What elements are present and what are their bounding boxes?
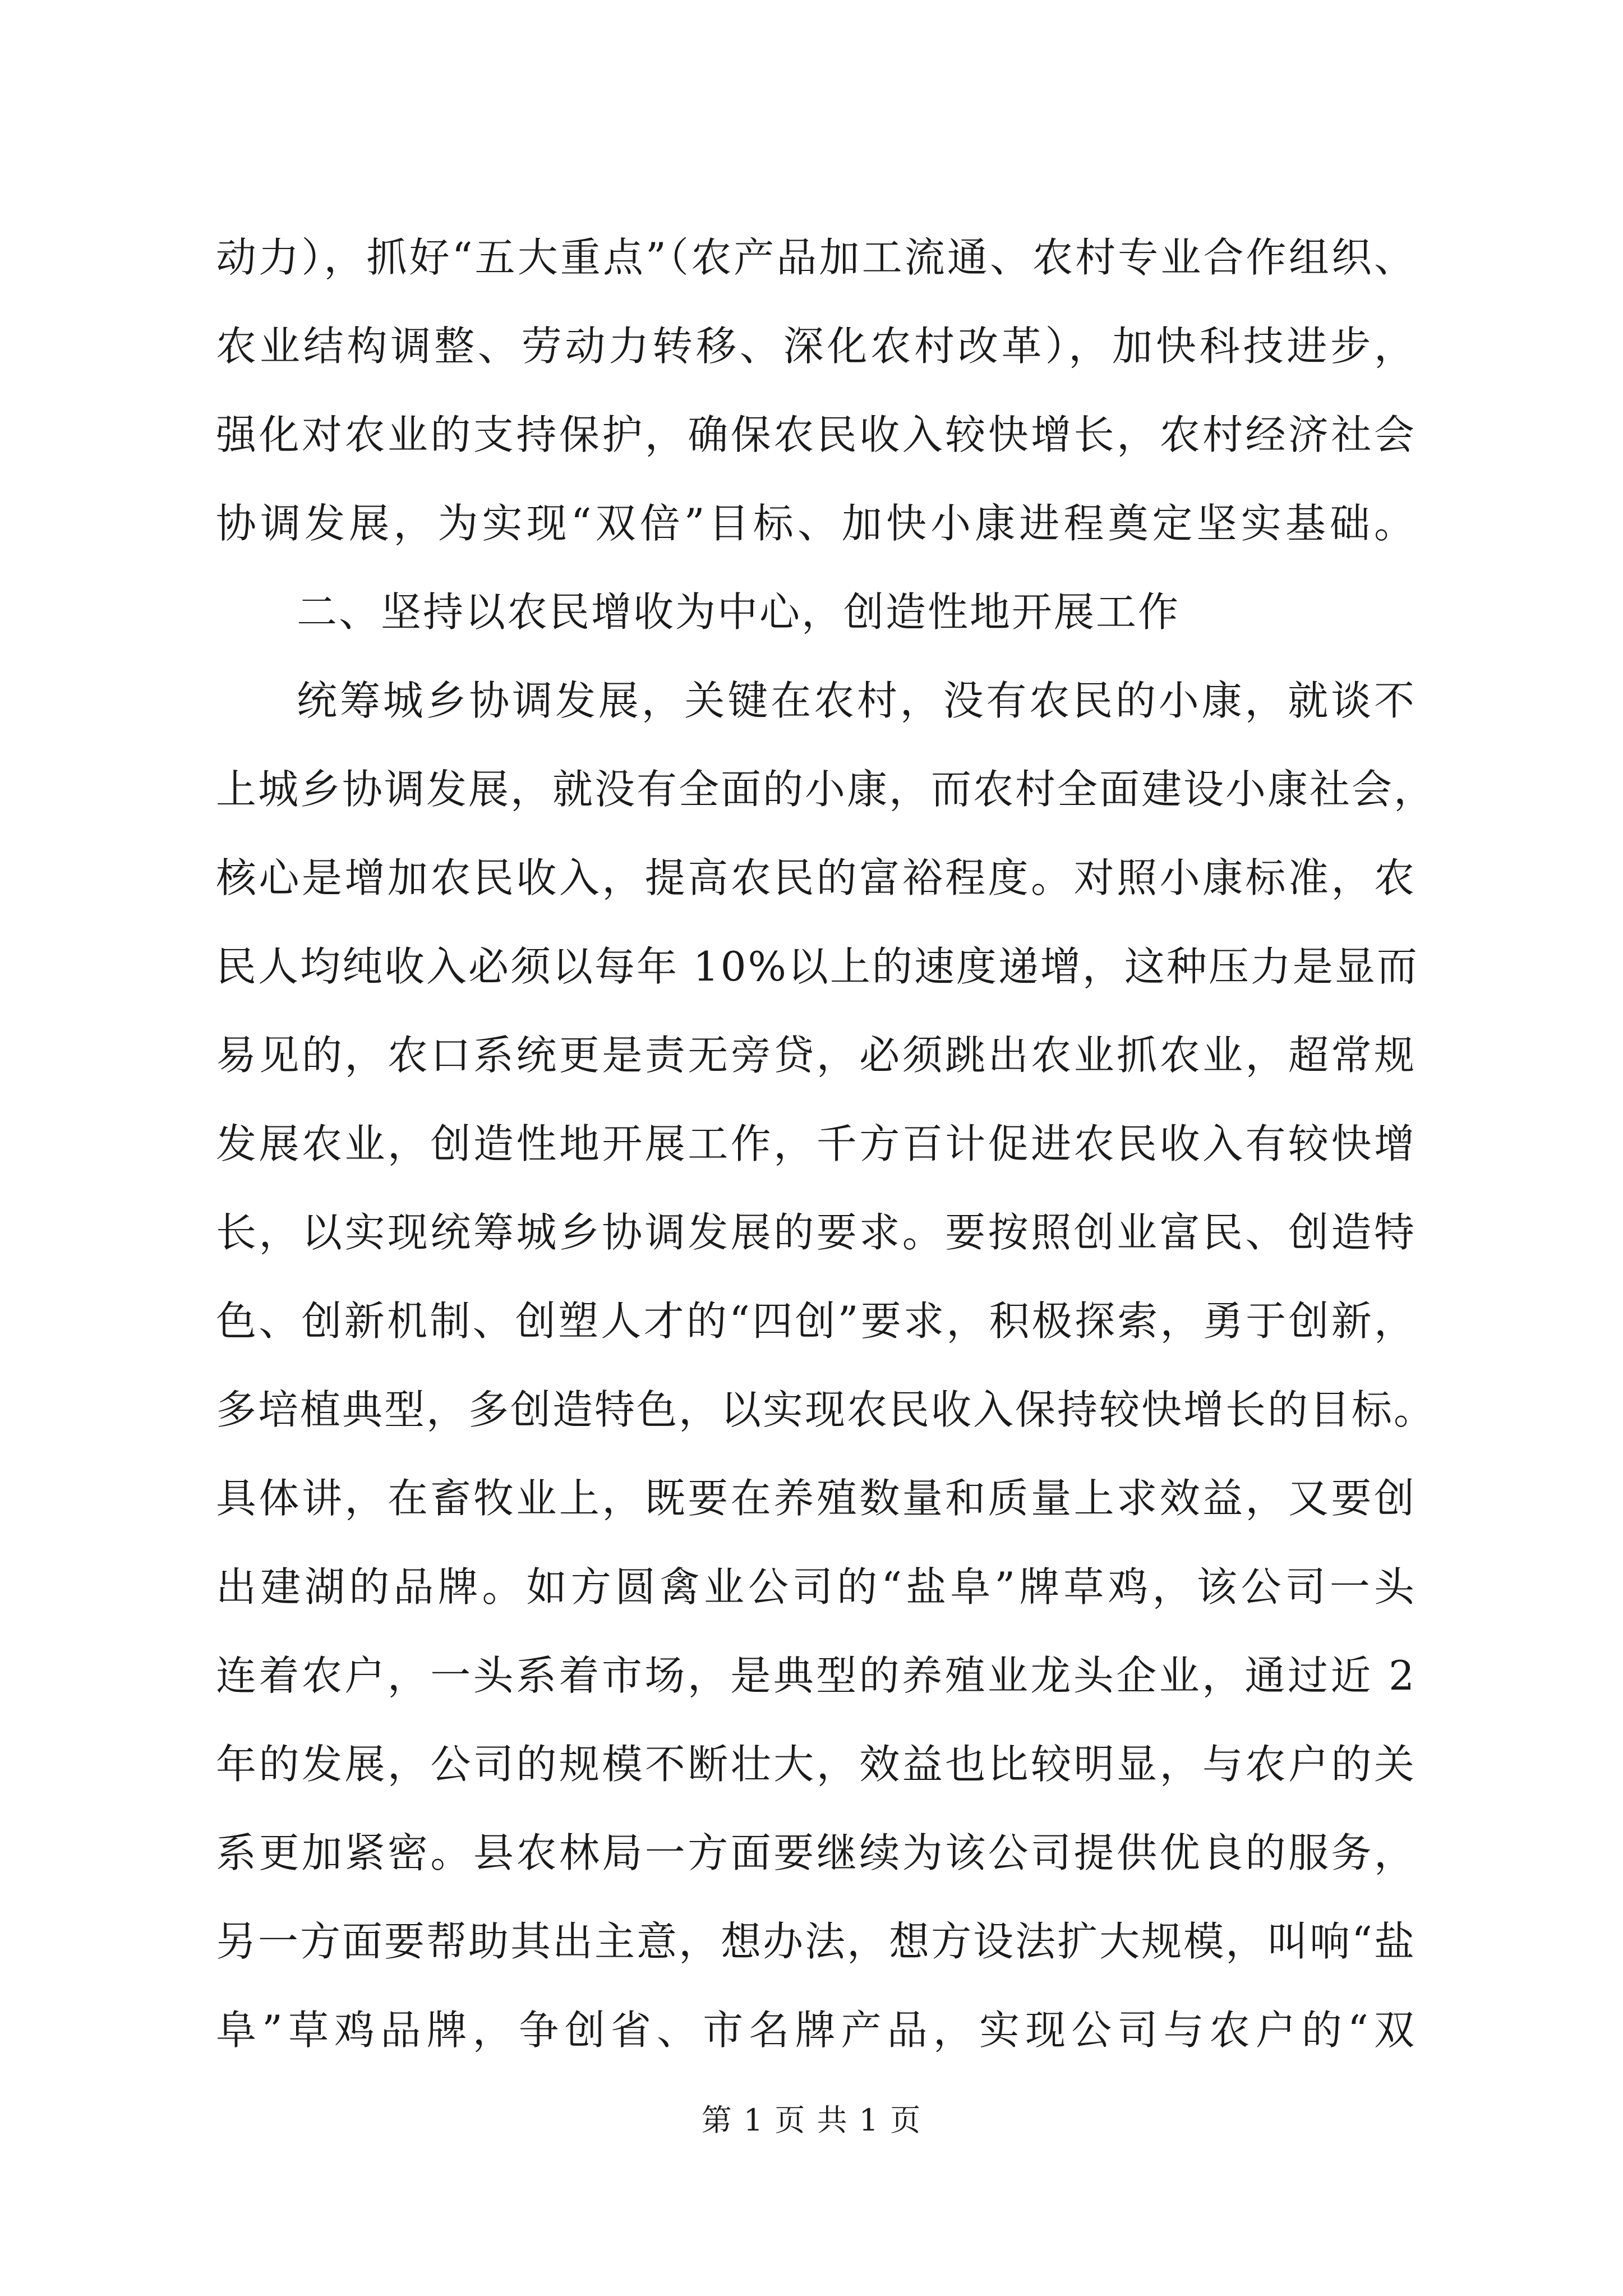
paragraph-line: 强化对农业的支持保护，确保农民收入较快增长，农村经济社会: [216, 411, 1416, 458]
document-body: [216, 213, 1436, 2074]
paragraph-line: 系更加紧密。县农林局一方面要继续为该公司提供优良的服务，: [216, 1829, 1416, 1876]
paragraph-line: 民人均纯收入必须以每年 10%以上的速度递增，这种压力是显而: [216, 943, 1419, 990]
paragraph-line: 长，以实现统筹城乡协调发展的要求。要按照创业富民、创造特: [216, 1209, 1416, 1256]
paragraph-line: 年的发展，公司的规模不断壮大，效益也比较明显，与农户的关: [216, 1741, 1416, 1788]
paragraph-line: 统筹城乡协调发展，关键在农村，没有农民的小康，就谈不: [297, 677, 1416, 724]
section-heading: 二、坚持以农民增收为中心，创造性地开展工作: [297, 588, 1181, 636]
paragraph-line: 阜”草鸡品牌，争创省、市名牌产品，实现公司与农户的“双: [216, 2007, 1416, 2054]
paragraph-line: 易见的，农口系统更是责无旁贷，必须跳出农业抓农业，超常规: [216, 1032, 1416, 1079]
paragraph-line: 具体讲，在畜牧业上，既要在养殖数量和质量上求效益，又要创: [216, 1475, 1416, 1522]
page-footer: [0, 2101, 1623, 2140]
page-number-label: 第 1 页 共 1 页: [701, 2102, 922, 2138]
paragraph-line: 发展农业，创造性地开展工作，千方百计促进农民收入有较快增: [216, 1120, 1416, 1167]
paragraph-line: 连着农户，一头系着市场，是典型的养殖业龙头企业，通过近 2: [216, 1652, 1416, 1699]
paragraph-line: 上城乡协调发展，就没有全面的小康，而农村全面建设小康社会，: [216, 766, 1436, 813]
paragraph-line: 多培植典型，多创造特色，以实现农民收入保持较快增长的目标。: [216, 1386, 1436, 1433]
paragraph-line: 核心是增加农民收入，提高农民的富裕程度。对照小康标准，农: [216, 854, 1416, 901]
paragraph-line: 农业结构调整、劳动力转移、深化农村改革），加快科技进步，: [216, 323, 1416, 370]
paragraph-line: 动力），抓好“五大重点”（农产品加工流通、农村专业合作组织、: [216, 234, 1416, 281]
paragraph-line: 另一方面要帮助其出主意，想办法，想方设法扩大规模，叫响“盐: [216, 1918, 1416, 1965]
paragraph-line: 色、创新机制、创塑人才的“四创”要求，积极探索，勇于创新，: [216, 1297, 1416, 1345]
paragraph-line: 出建湖的品牌。如方圆禽业公司的“盐阜”牌草鸡，该公司一头: [216, 1563, 1416, 1611]
paragraph-line: 协调发展，为实现“双倍”目标、加快小康进程奠定坚实基础。: [216, 500, 1416, 547]
